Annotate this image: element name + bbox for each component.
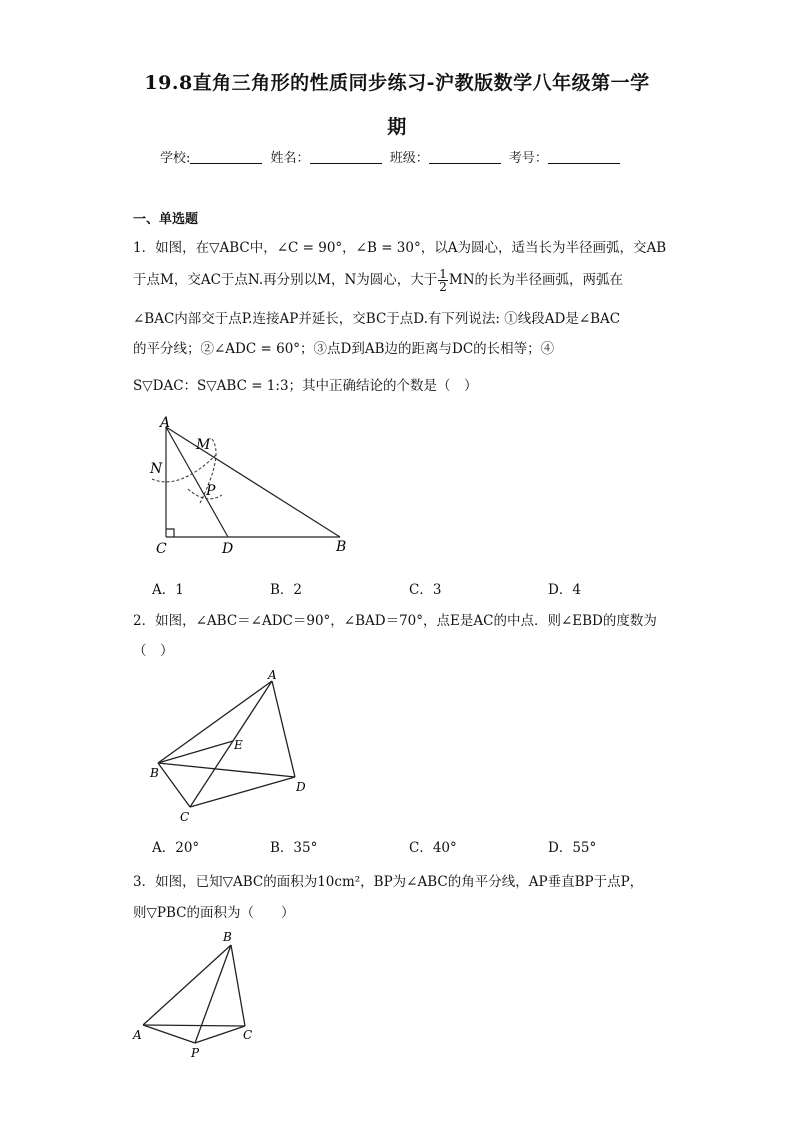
q2-text-line2: （ ） <box>133 643 174 659</box>
segment-bc <box>158 763 190 807</box>
q3-figure <box>125 925 275 1065</box>
q1-text-line1: 1．如图，在▽ABC中，∠C = 90°，∠B = 30°，以A为圆心，适当长为半径画弧，交AB <box>133 240 667 256</box>
right-angle-mark <box>166 529 174 537</box>
school-blank[interactable] <box>190 151 262 164</box>
q1-text-line2 <box>133 268 623 293</box>
label-m: M <box>196 437 211 453</box>
segment-dc <box>190 777 295 807</box>
class-label: 班级： <box>389 151 429 166</box>
segment-ab <box>166 427 340 537</box>
section-heading: 一、单选题 <box>133 212 199 227</box>
segment-be <box>158 741 233 763</box>
label-n: N <box>150 461 163 477</box>
label-c: C <box>156 541 167 557</box>
fraction-denominator: 2 <box>439 280 447 294</box>
q2-choice-a[interactable]: A．20° <box>152 840 200 856</box>
q1-text-line2b: MN的长为半径画弧，两弧在 <box>448 272 624 288</box>
segment-bd <box>158 763 295 777</box>
segment-pc <box>195 1026 245 1043</box>
label-b: B <box>336 539 347 555</box>
q1-figure <box>140 405 370 565</box>
q1-text-line4: 的平分线；②∠ADC = 60°；③点D到AB边的距离与DC的长相等；④ <box>133 341 555 357</box>
fraction-numerator: 1 <box>439 267 447 281</box>
page-title-continued: 期 <box>387 116 407 138</box>
q1-diagram <box>140 405 370 565</box>
label-a: A <box>133 1028 142 1042</box>
q2-choice-b[interactable]: B．35° <box>270 840 318 856</box>
q2-choice-d[interactable]: D．55° <box>548 840 597 856</box>
label-b: B <box>223 930 232 944</box>
q1-choice-b[interactable]: B．2 <box>270 582 303 598</box>
q3-text-line1: 3．如图，已知▽ABC的面积为10cm²，BP为∠ABC的角平分线，AP垂直BP于点P， <box>133 874 644 890</box>
q1-choice-c[interactable]: C．3 <box>409 582 442 598</box>
q3-text-line2: 则▽PBC的面积为（ ） <box>133 905 295 921</box>
q3-diagram <box>125 925 275 1065</box>
label-d: D <box>296 780 306 794</box>
label-b: B <box>150 766 159 780</box>
name-blank[interactable] <box>310 151 382 164</box>
q1-choice-d[interactable]: D．4 <box>548 582 581 598</box>
q1-text-line2a: 于点M，交AC于点N.再分别以M，N为圆心，大于 <box>133 272 438 288</box>
school-label: 学校: <box>160 151 191 166</box>
label-c: C <box>243 1028 253 1042</box>
segment-ca <box>190 681 272 807</box>
segment-bc <box>231 945 245 1026</box>
q1-fraction <box>438 268 448 293</box>
segment-ap <box>143 1025 195 1043</box>
label-a: A <box>268 668 277 682</box>
segment-ba <box>143 945 231 1025</box>
q2-choice-c[interactable]: C．40° <box>409 840 457 856</box>
label-d: D <box>222 541 234 557</box>
q2-figure <box>140 665 330 830</box>
label-p: P <box>206 483 216 499</box>
q2-diagram <box>140 665 330 830</box>
q1-text-line5: S▽DAC：S▽ABC = 1:3；其中正确结论的个数是（ ） <box>133 378 478 394</box>
label-a: A <box>160 415 171 431</box>
segment-ac <box>143 1025 245 1026</box>
label-e: E <box>234 738 243 752</box>
student-info-row <box>160 147 624 166</box>
segment-ad <box>272 681 295 777</box>
segment-bp <box>195 945 231 1043</box>
label-c: C <box>180 810 190 824</box>
q1-choice-a[interactable]: A．1 <box>152 582 184 598</box>
page-title: 19.8直角三角形的性质同步练习-沪教版数学八年级第一学 <box>144 72 650 94</box>
segment-ab <box>158 681 272 763</box>
class-blank[interactable] <box>429 151 501 164</box>
number-label: 考号： <box>508 151 548 166</box>
number-blank[interactable] <box>548 151 620 164</box>
q1-text-line3: ∠BAC内部交于点P.连接AP并延长，交BC于点D.有下列说法: ①线段AD是∠BAC <box>133 311 621 327</box>
name-label: 姓名： <box>270 151 310 166</box>
q2-text-line1: 2．如图，∠ABC＝∠ADC＝90°，∠BAD＝70°，点E是AC的中点．则∠EBD的度数为 <box>133 613 657 629</box>
label-p: P <box>191 1046 200 1060</box>
